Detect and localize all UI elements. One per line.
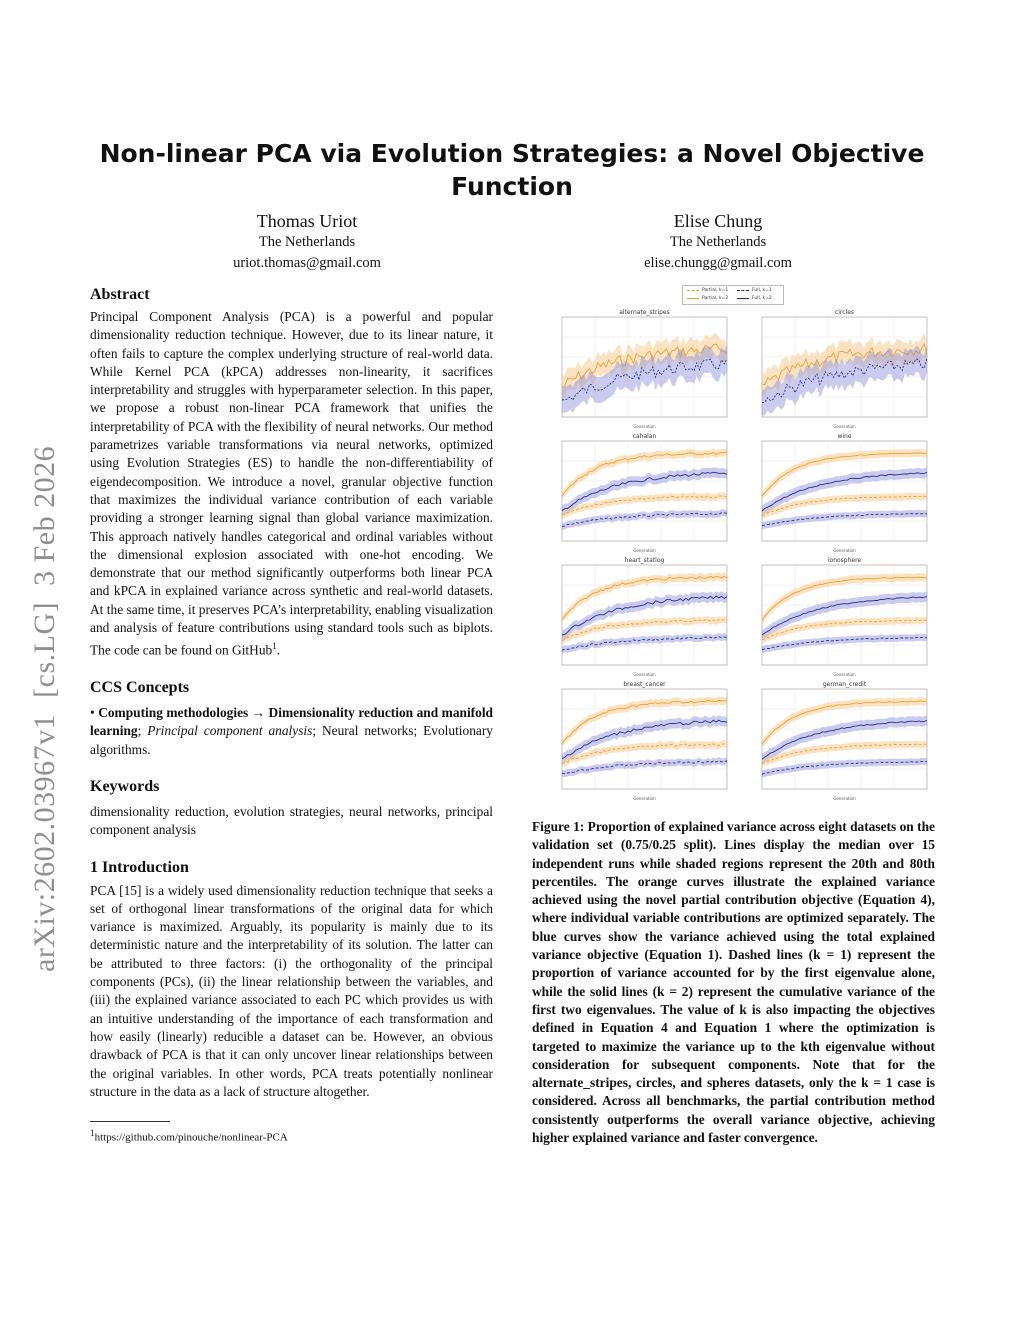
author-email: elise.chungg@gmail.com	[644, 255, 792, 271]
figure-caption: Figure 1: Proportion of explained variance across eight datasets on the validation set (0.75/0.25 split). Lines display the median over 15 independent runs while shaded regions represent the 20th and 80th percentiles. The orange curves illustrate the explained variance achieved using the novel partial contribution objective (Equation 4), where individual variable contributions are optimized separately. The blue curves show the variance achieved using the total explained variance objective (Equation 1). Dashed lines (k = 1) represent the proportion of variance accounted for by the first eigenvalue alone, while the solid lines (k = 2) represent the cumulative variance of the first two eigenvalues. The value of k is also impacting the objectives defined in Equation 4 and Equation 1 where the optimization is targeted to maximize the variance up to the kth eigenvalue without consideration for subsequent components. Note that for the alternate_stripes, circles, and spheres datasets, only the k = 1 case is considered. Across all benchmarks, the partial contribution method consistently outperforms the overall variance objective, achieving higher explained variance and faster convergence.	[532, 819, 935, 1146]
figure-plots	[532, 283, 935, 801]
x-axis-label: Generation	[833, 672, 856, 677]
author-affiliation: The Netherlands	[669, 234, 767, 250]
author-name: Elise Chung	[673, 211, 763, 231]
x-axis-label: Generation	[833, 548, 856, 553]
keywords-text: dimensionality reduction, evolution strategies, neural networks, principal component analysis	[90, 804, 493, 838]
author-affiliation: The Netherlands	[258, 234, 356, 250]
panel-title: ionosphere	[827, 557, 862, 564]
abstract-heading: Abstract	[90, 286, 150, 303]
author-block-2	[558, 210, 878, 273]
panel-title: circles	[834, 309, 855, 316]
x-axis-label: Generation	[833, 796, 856, 801]
author-email: uriot.thomas@gmail.com	[233, 255, 381, 271]
panel-title: heart_statlog	[624, 557, 665, 564]
x-axis-label: Generation	[633, 796, 656, 801]
introduction-text: PCA [15] is a widely used dimensionality reduction technique that seeks a set of orthogonal linear transformations of the original data for which variance is maximized. Arguably, its popularity is mainly due to its deterministic nature and the interpretability of its solution. The latter can be attributed to three factors: (i) the orthogonality of the principal components (PCs), (ii) the linear relationship between the variables, and (iii) the explained variance associated to each PC which provides us with an intuitive understanding of the importance of each transformation and how easily (linearly) reducible a dataset can be. However, an obvious drawback of PCA is that it can only uncover linear relationships between the original variables. In other words, PCA treats potentially nonlinear structure in the data as a lack of structure altogether.	[90, 882, 493, 1099]
legend-item: Full, k=2	[737, 296, 772, 301]
panel-title: breast_cancer	[623, 681, 666, 688]
footnote: $^1$https://github.com/pinouche/nonlinear-PCA	[90, 1128, 288, 1144]
abstract-text: Principal Component Analysis (PCA) is a powerful and popular dimensionality reduction technique. However, due to its linear nature, it often fails to capture the complex underlying structure of real-world data. While Kernel PCA (kPCA) addresses non-linearity, it sacrifices interpretability and struggles with hyperparameter selection. In this paper, we propose a robust non-linear PCA framework that unifies the interpretability of PCA with the flexibility of neural networks. Our method parametrizes variable transformations via neural networks, optimized using Evolution Strategies (ES) to handle the non-differentiability of eigendecomposition. We introduce a novel, granular objective function that maximizes the individual variance contribution of each variable providing a stronger learning signal than global variance maximization. This approach natively handles categorical and ordinal variables without the dimensional explosion associated with one-hot encoding. We demonstrate that our method significantly outperforms both linear PCA and kPCA in explained variance across synthetic and real-world datasets. At the same time, it preserves PCA’s interpretability, enabling visualization and analysis of feature contributions using standard tools such as biplots. The code can be found on GitHub$^1$.	[90, 309, 493, 658]
author-block-1	[147, 210, 467, 273]
ccs-text: • Computing methodologies → Dimensionality reduction and manifold learning; Principal component analysis; Neural networks; Evolutionary algorithms.	[90, 705, 493, 757]
right-column	[532, 283, 935, 1161]
ccs-heading: CCS Concepts	[90, 679, 190, 697]
panel-title: alternate_stripes	[619, 309, 670, 316]
x-axis-label: Generation	[833, 424, 856, 429]
legend-item: Partial, k=2	[687, 296, 728, 301]
footnote-divider	[90, 1121, 170, 1122]
legend-item: Full, k=1	[737, 288, 772, 293]
figure-1	[532, 283, 935, 801]
x-axis-label: Generation	[633, 424, 656, 429]
arxiv-identifier: arXiv:2602.03967v1 [cs.LG] 3 Feb 2026	[28, 445, 61, 972]
x-axis-label: Generation	[633, 548, 656, 553]
paper-title: Non-linear PCA via Evolution Strategies: a Novel Objective Function	[99, 139, 925, 201]
left-column	[90, 285, 493, 1145]
panel-title: german_credit	[822, 681, 867, 688]
keywords-heading: Keywords	[90, 778, 160, 795]
panel-title: wine	[837, 433, 852, 440]
legend-item: Partial, k=1	[687, 288, 728, 293]
github-link[interactable]: https://github.com/pinouche/nonlinear-PCA	[94, 1131, 288, 1144]
introduction-heading: 1 Introduction	[90, 858, 189, 876]
author-name: Thomas Uriot	[256, 211, 358, 231]
x-axis-label: Generation	[633, 672, 656, 677]
panel-title: cahalan	[632, 433, 657, 440]
